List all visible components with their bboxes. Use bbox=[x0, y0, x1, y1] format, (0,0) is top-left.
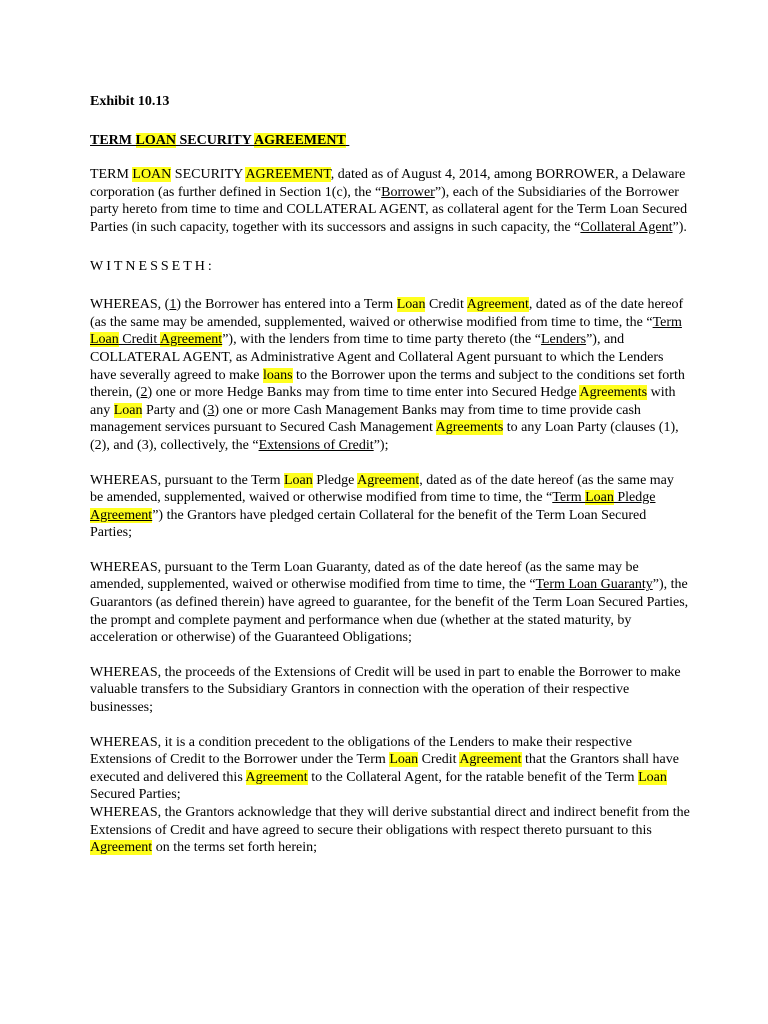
text-run: WHEREAS, it is a condition precedent to the obligations of the Lenders to make their respective Extensions of Credit to the Borrower under the Term bbox=[90, 734, 632, 768]
highlighted-term: Loan bbox=[638, 769, 667, 785]
highlighted-term: loans bbox=[262, 367, 293, 383]
text-run: WHEREAS, pursuant to the Term bbox=[90, 472, 284, 488]
defined-term: Lenders bbox=[540, 332, 587, 348]
highlighted-term: Agreement bbox=[357, 472, 420, 488]
text-run: , dated as of August 4, 2014, among BORROWER, a Delaware corporation (as further defined in Section 1(c), the “ bbox=[90, 167, 686, 200]
text-run: Party and ( bbox=[142, 402, 208, 418]
text-run: ) the Borrower has entered into a Term bbox=[176, 297, 397, 313]
text-run: that the Grantors shall have executed and delivered this bbox=[90, 752, 679, 785]
highlighted-term: Loan bbox=[585, 490, 614, 506]
recital-paragraph bbox=[90, 664, 690, 717]
highlighted-term: AGREEMENT bbox=[254, 132, 346, 148]
highlighted-term: Loan bbox=[283, 472, 313, 488]
text-run: WHEREAS, pursuant to the Term Loan Guaranty, dated as of the date hereof (as the same may be amended, supplemented, waived or otherwise modified from time to time, the “ bbox=[90, 559, 639, 593]
text-run: Term bbox=[552, 490, 586, 506]
recital-paragraph bbox=[90, 296, 690, 454]
title-text: TERM bbox=[90, 132, 136, 148]
highlighted-term: Agreement bbox=[459, 752, 522, 768]
text-run: WHEREAS, ( bbox=[90, 297, 170, 313]
text-run: ”), and COLLATERAL AGENT, as Administrative Agent and Collateral Agent pursuant to which the Lenders have severally agreed to make bbox=[90, 332, 664, 383]
text-run: ”). bbox=[672, 219, 687, 235]
defined-term: Term Loan Guaranty bbox=[535, 577, 653, 593]
text-run: ”) the Grantors have pledged certain Collateral for the benefit of the Term Loan Secured Parties; bbox=[90, 507, 647, 541]
recital-paragraph bbox=[90, 734, 690, 804]
text-run: to the Collateral Agent, for the ratable benefit of the Term bbox=[307, 769, 639, 785]
text-run: Pledge bbox=[312, 472, 358, 488]
document-title bbox=[90, 132, 690, 150]
text-run: Term bbox=[652, 314, 682, 330]
text-run: Pledge bbox=[613, 490, 656, 506]
clause-number: 1 bbox=[169, 297, 177, 313]
text-run: Credit bbox=[425, 297, 467, 313]
exhibit-label: Exhibit 10.13 bbox=[90, 94, 170, 109]
highlighted-term: Agreements bbox=[579, 385, 648, 401]
text-run: to any Loan Party (clauses (1), (2), and (3), collectively, the “ bbox=[90, 420, 679, 453]
text-run: ) one or more Hedge Banks may from time to time enter into Secured Hedge bbox=[147, 385, 580, 401]
highlighted-term: Loan bbox=[113, 402, 143, 418]
recital-paragraph bbox=[90, 559, 690, 647]
clause-number: 2 bbox=[140, 385, 148, 401]
text-run: SECURITY bbox=[171, 167, 246, 183]
highlighted-term: Loan bbox=[396, 297, 426, 313]
text-run: ”), with the lenders from time to time party thereto (the “ bbox=[222, 332, 541, 348]
text-run: with any bbox=[90, 385, 676, 418]
highlighted-term: LOAN bbox=[135, 132, 176, 148]
text-run: to the Borrower upon the terms and subject to the conditions set forth therein, ( bbox=[90, 367, 685, 401]
document-page bbox=[90, 93, 690, 874]
highlighted-term: LOAN bbox=[132, 167, 172, 183]
text-run: WHEREAS, the Grantors acknowledge that they will derive substantial direct and indirect benefit from the Extensions of Credit and have agreed to secure their obligations with respect thereto pursuant to this bbox=[90, 805, 690, 838]
title-text: SECURITY bbox=[175, 132, 255, 148]
defined-term: Collateral Agent bbox=[580, 219, 673, 235]
highlighted-term: Loan bbox=[90, 332, 119, 348]
text-run: ”), each of the Subsidiaries of the Borrower party hereto from time to time and COLLATERAL AGENT, as collateral agent for the Term Loan Secured Parties (in such capacity, together with its successors and assigns in such capacity, the “ bbox=[90, 184, 688, 235]
text-run: ”), the Guarantors (as defined therein) have agreed to guarantee, for the benefit of the Term Loan Secured Parties, the prompt and complete payment and performance when due (whether at the stated maturity, by acceleration or otherwise) of the Guaranteed Obligations; bbox=[90, 577, 689, 646]
text-run: Credit bbox=[418, 752, 460, 768]
highlighted-term: AGREEMENT bbox=[245, 167, 331, 183]
witnesseth-heading: WITNESSETH: bbox=[90, 258, 215, 274]
text-run: WHEREAS, the proceeds of the Extensions of Credit will be used in part to enable the Borrower to make valuable transfers to the Subsidiary Grantors in connection with the operation of their respective businesses; bbox=[90, 664, 681, 716]
highlighted-term: Agreement bbox=[90, 507, 153, 523]
text-run: ) one or more Cash Management Banks may from time to time provide cash management services pursuant to Secured Cash Management bbox=[90, 402, 641, 436]
clause-number: 3 bbox=[207, 402, 215, 418]
highlighted-term: Agreement bbox=[245, 769, 308, 785]
text-run: TERM bbox=[90, 167, 133, 183]
text-run: on the terms set forth herein; bbox=[152, 840, 318, 856]
text-run: , dated as of the date hereof (as the same may be amended, supplemented, waived or otherwise modified from time to time, the “ bbox=[90, 472, 674, 506]
text-run: ”); bbox=[373, 437, 389, 453]
recital-paragraph bbox=[90, 804, 690, 857]
highlighted-term: Loan bbox=[389, 752, 419, 768]
highlighted-term: Agreements bbox=[435, 420, 504, 436]
highlighted-term: Agreement bbox=[90, 840, 153, 856]
highlighted-term: Agreement bbox=[466, 297, 529, 313]
defined-term: Extensions of Credit bbox=[258, 437, 374, 453]
recital-paragraph bbox=[90, 472, 690, 542]
intro-paragraph bbox=[90, 166, 690, 236]
text-run: Credit bbox=[118, 332, 160, 348]
text-run: Secured Parties; bbox=[90, 787, 181, 803]
text-run: , dated as of the date hereof (as the same may be amended, supplemented, waived or otherwise modified from time to time, the “ bbox=[90, 297, 684, 330]
defined-term: Borrower bbox=[381, 184, 435, 200]
highlighted-term: Agreement bbox=[160, 332, 223, 348]
